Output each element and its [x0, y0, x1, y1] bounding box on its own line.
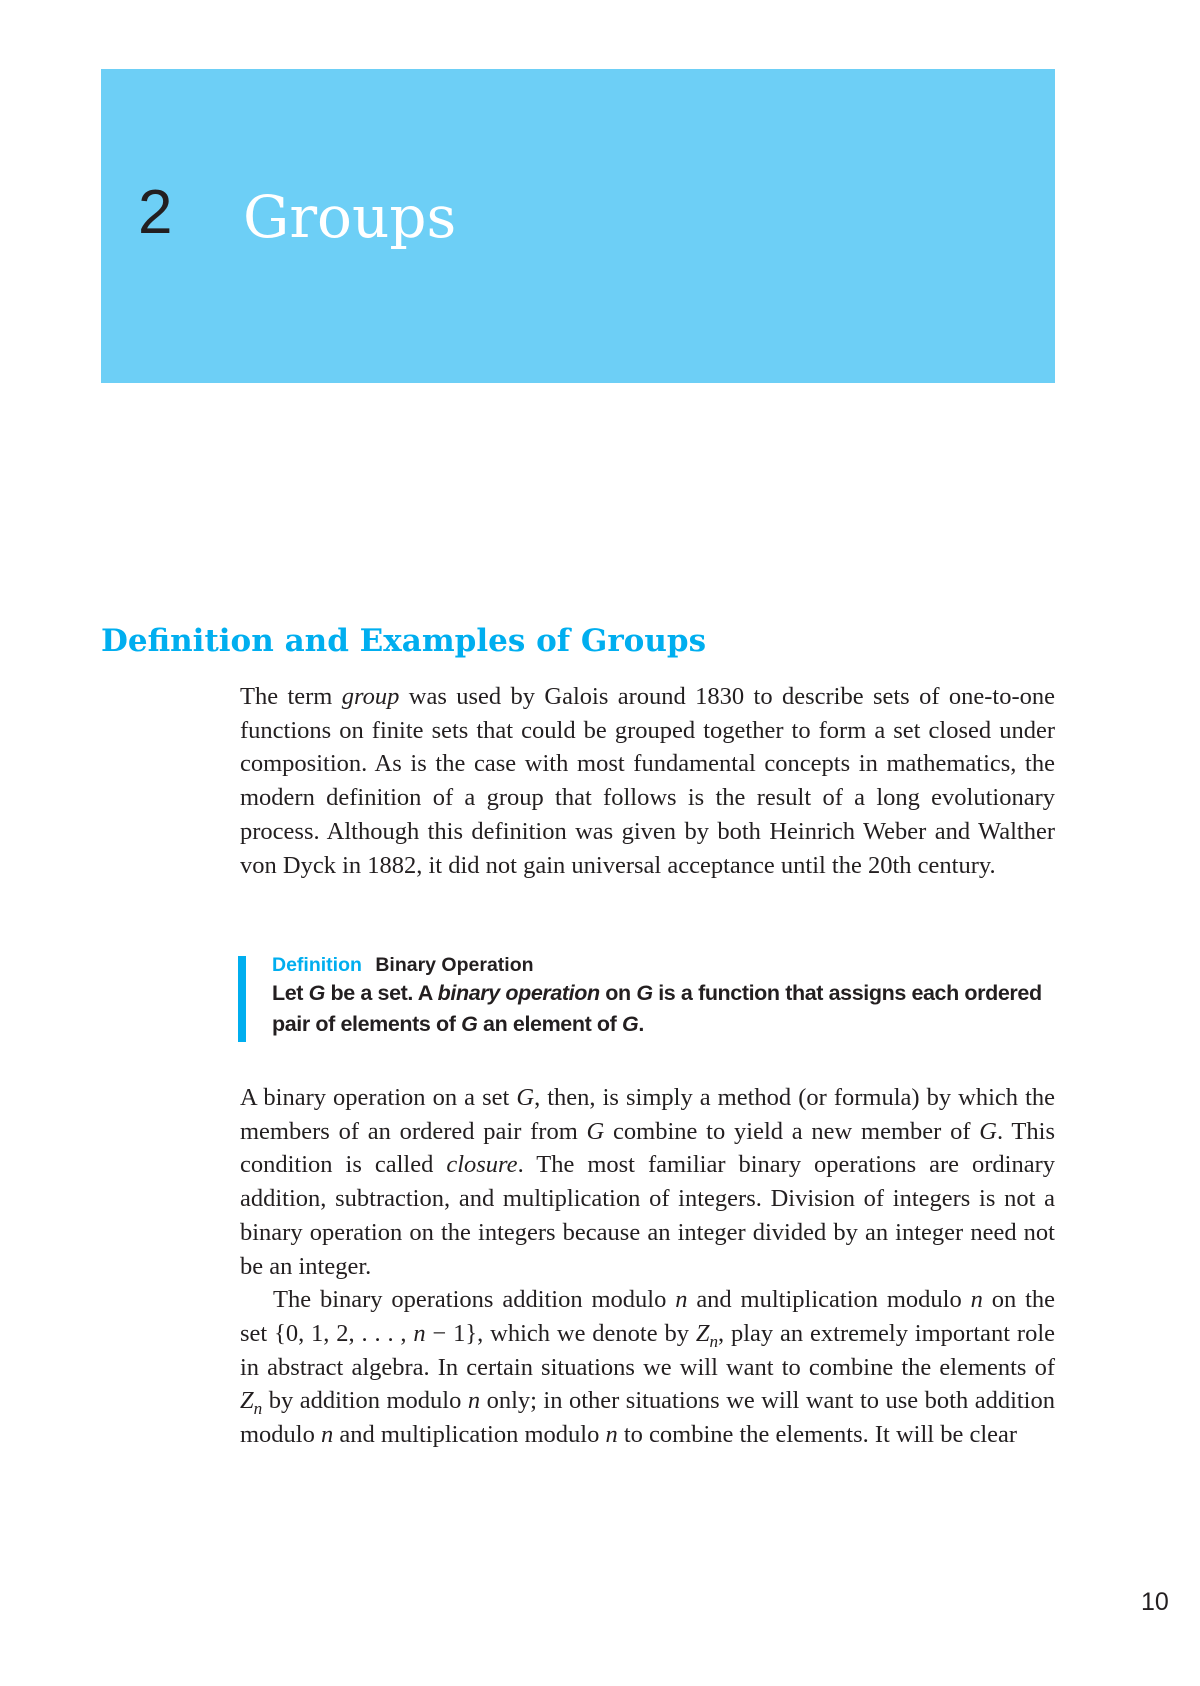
text-run: only; in other situations we will want to use both addition modulo	[240, 1387, 1055, 1449]
text-run: A binary operation on a set	[240, 1084, 517, 1111]
text-run: . This condition is called	[240, 1117, 1055, 1179]
text-run: , then, is simply a method (or formula) by which the members of an ordered pair from	[240, 1084, 1055, 1145]
math-subscript: n	[709, 1331, 719, 1351]
math-variable: G	[516, 1084, 535, 1111]
math-variable: n	[970, 1286, 983, 1314]
math-variable: G	[586, 1117, 605, 1145]
math-variable: n	[467, 1387, 481, 1415]
text-run: Let	[272, 981, 309, 1005]
section-heading: Definition and Examples of Groups	[101, 623, 707, 659]
definition-label: Definition	[272, 954, 362, 976]
text-run: .	[638, 1012, 644, 1036]
definition-body	[272, 978, 1055, 1040]
emphasis-term: group	[341, 683, 400, 710]
text-run: The term	[240, 683, 342, 710]
text-run: − 1}, which we denote by	[425, 1319, 696, 1347]
text-run: be a set. A	[324, 981, 438, 1005]
math-variable: G	[622, 1012, 639, 1036]
body-paragraphs	[240, 1081, 1055, 1452]
math-variable: n	[321, 1421, 334, 1449]
text-run: , play an extremely important role in abstract algebra. In certain situations we will want to combine the elements of	[240, 1319, 1056, 1381]
text-run: and multiplication modulo	[333, 1421, 606, 1449]
paragraph-binary-operation	[240, 1081, 1055, 1283]
text-run: and multiplication modulo	[687, 1286, 971, 1314]
definition-box	[240, 952, 1055, 1040]
definition-header	[272, 952, 1055, 978]
math-variable: G	[308, 981, 325, 1005]
emphasis-term: binary operation	[437, 981, 600, 1005]
math-subscript: n	[253, 1399, 263, 1419]
text-run: to combine the elements. It will be clear	[617, 1421, 1018, 1449]
paragraph-modulo	[240, 1283, 1055, 1452]
text-run: is a function that assigns each ordered pair of elements of	[272, 981, 1042, 1036]
text-run: on the set {0, 1, 2, . . . ,	[240, 1286, 1055, 1347]
math-variable: G	[461, 1012, 478, 1036]
text-run: was used by Galois around 1830 to describe sets of one-to-one functions on finite sets that could be grouped together to form a set closed under composition. As is the case with most fundamental concepts in mathematics, the modern definition of a group that follows is the result of a long evolutionary process. Although this definition was given by both Heinrich Weber and Walther von Dyck in 1882, it did not gain universal acceptance until the 20th century.	[240, 683, 1055, 879]
definition-rule	[238, 956, 246, 1042]
math-variable: n	[413, 1319, 426, 1347]
text-run: on	[599, 981, 637, 1005]
chapter-number: 2	[138, 178, 173, 247]
math-variable: G	[636, 981, 653, 1005]
text-run: by addition modulo	[262, 1387, 468, 1415]
math-variable: n	[675, 1286, 688, 1314]
text-run: combine to yield a new member of	[604, 1117, 980, 1145]
text-run: The binary operations addition modulo	[273, 1286, 676, 1314]
text-run: . The most familiar binary operations are ordinary addition, subtraction, and multiplication of integers. Division of integers is not a binary operation on the integers because an integer divided by an integer need not be an integer.	[240, 1151, 1056, 1280]
math-variable: Z	[240, 1387, 254, 1415]
emphasis-term: closure	[446, 1151, 518, 1179]
math-variable: G	[979, 1117, 997, 1145]
intro-paragraph-block	[240, 680, 1055, 882]
chapter-title: Groups	[243, 183, 457, 251]
page-number: 10	[1141, 1588, 1169, 1616]
intro-paragraph	[240, 680, 1055, 882]
math-variable: Z	[695, 1319, 710, 1347]
definition-name: Binary Operation	[375, 954, 534, 976]
text-run: an element of	[477, 1012, 622, 1036]
math-variable: n	[605, 1421, 618, 1449]
